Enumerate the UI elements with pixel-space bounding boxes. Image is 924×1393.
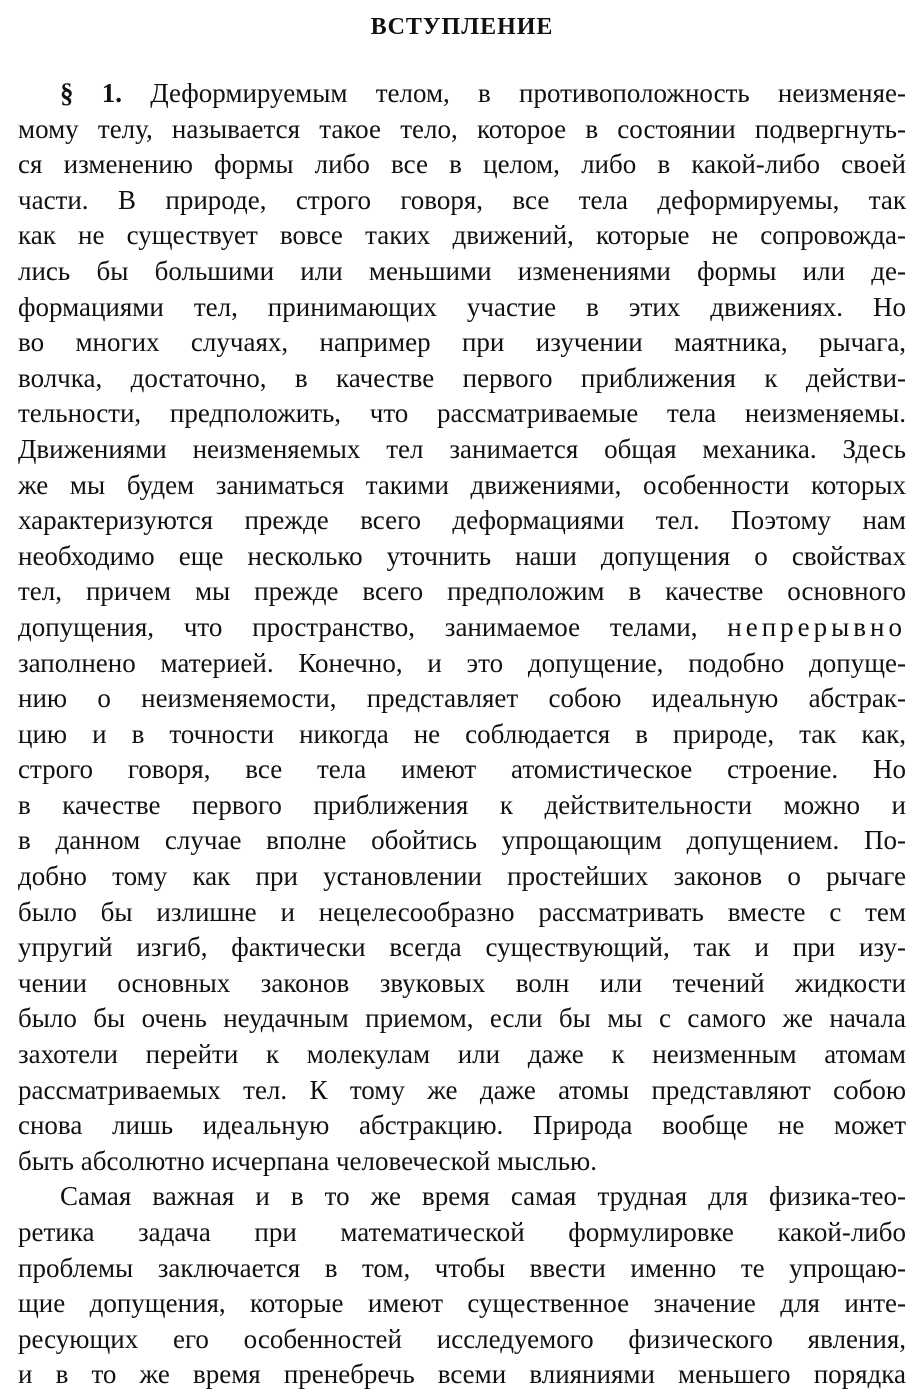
text-line: же мы будем заниматься такими движениями, особенности которых — [18, 469, 906, 500]
text-line: в качестве первого приближения к действительности можно и — [18, 789, 906, 820]
text-line: чении основных законов звуковых волн или течений жидкости — [18, 967, 906, 998]
text-line: строго говоря, все тела имеют атомистическое строение. Но — [18, 754, 906, 785]
text-line: части. В природе, строго говоря, все тела деформируемы, так — [18, 184, 906, 215]
text-line: как не существует вовсе таких движений, которые не сопровожда- — [18, 220, 906, 251]
line-text: Деформируемым телом, в противоположность неизменяе- — [150, 78, 906, 108]
text-line: снова лишь идеальную абстракцию. Природа вообще не может — [18, 1110, 906, 1141]
text-line: добно тому как при установлении простейших законов о рычаге — [18, 861, 906, 892]
text-line: было бы излишне и нецелесообразно рассматривать вместе с тем — [18, 896, 906, 927]
text-line: и в то же время пренебречь всеми влияниями меньшего порядка — [18, 1359, 906, 1390]
text-line: было бы очень неудачным приемом, если бы мы с самого же начала — [18, 1003, 906, 1034]
text-line: цию и в точности никогда не соблюдается в природе, так как, — [18, 718, 906, 749]
text-line: во многих случаях, например при изучении маятника, рычага, — [18, 327, 906, 358]
text-line: ретика задача при математической формулировке какой-либо — [18, 1217, 906, 1247]
text-line: лись бы большими или меньшими изменениями формы или де- — [18, 255, 906, 286]
text-line: тел, причем мы прежде всего предположим в качестве основного — [18, 576, 906, 607]
text-line: проблемы заключается в том, чтобы ввести именно те упрощаю- — [18, 1252, 906, 1283]
text-line: мому телу, называется такое тело, которое в состоянии подвергнуть- — [18, 113, 906, 144]
text-line: заполнено материей. Конечно, и это допущение, подобно допуще- — [18, 647, 906, 678]
text-line: формациями тел, принимающих участие в этих движениях. Но — [18, 291, 906, 322]
text-line: тельности, предположить, что рассматриваемые тела неизменяемы. — [18, 398, 906, 429]
body-text — [18, 76, 906, 1393]
text-line: Самая важная и в то же время самая трудная для физика-тео- — [60, 1181, 906, 1212]
text-line: захотели перейти к молекулам или даже к неизменным атомам — [18, 1039, 906, 1070]
paragraph-last-line: быть абсолютно исчерпана человеческой мыслью. — [18, 1145, 597, 1176]
text-line: Движениями неизменяемых тел занимается общая механика. Здесь — [18, 433, 906, 464]
text-line: упругий изгиб, фактически всегда существующий, так и при изу- — [18, 932, 906, 963]
text-line: волчка, достаточно, в качестве первого приближения к действи- — [18, 362, 906, 393]
text-line: нию о неизменяемости, представляет собою идеальную абстрак- — [18, 683, 906, 714]
spaced-emphasis: непрерывно — [727, 611, 906, 642]
page-title: ВСТУПЛЕНИЕ — [370, 14, 554, 40]
text-line: рассматриваемых тел. К тому же даже атомы представляют собою — [18, 1074, 906, 1105]
text-line: в данном случае вполне обойтись упрощающим допущением. По- — [18, 825, 906, 856]
text-line — [18, 76, 906, 112]
text-line: ся изменению формы либо все в целом, либо в какой-либо своей — [18, 149, 906, 180]
text-line: характеризуются прежде всего деформациями тел. Поэтому нам — [18, 505, 906, 536]
text-line: необходимо еще несколько уточнить наши допущения о свойствах — [18, 540, 906, 571]
text-line: ресующих его особенностей исследуемого физического явления, — [18, 1323, 906, 1354]
line-text: допущения, что пространство, занимаемое телами, — [18, 611, 698, 642]
section-number: § 1. — [60, 78, 122, 108]
text-line — [18, 610, 906, 646]
text-line: щие допущения, которые имеют существенное значение для инте- — [18, 1288, 906, 1319]
